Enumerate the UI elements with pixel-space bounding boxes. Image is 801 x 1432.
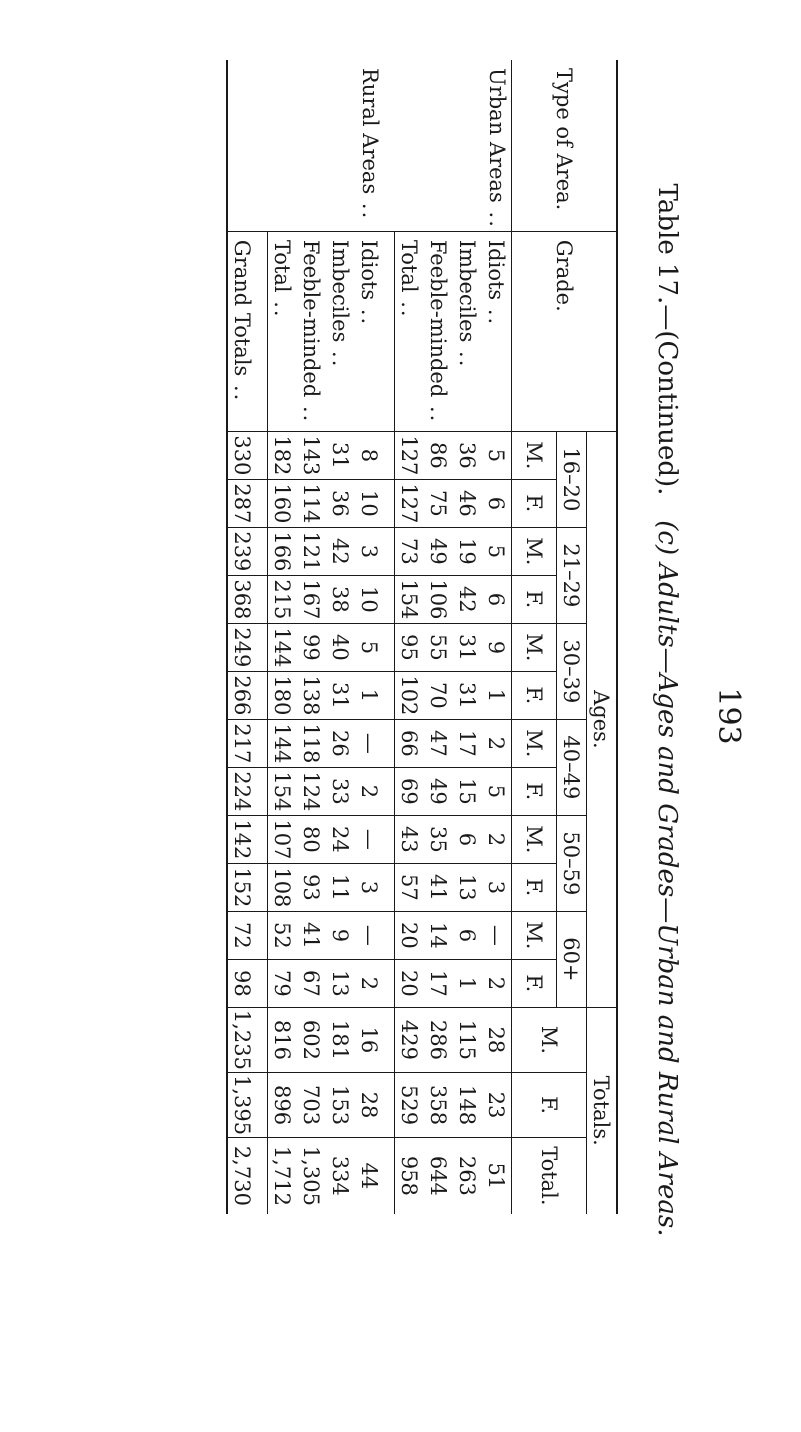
table-cell: 287 — [227, 479, 257, 527]
table-cell: 6 — [482, 575, 512, 623]
grade-name: Total — [270, 239, 295, 293]
table-cell: 144 — [268, 623, 298, 671]
age-group-16-20: 16–20 — [557, 431, 587, 527]
table-row — [297, 60, 326, 1214]
table-cell: 28 — [355, 1073, 384, 1138]
table-cell: 1 — [355, 671, 384, 719]
table-cell: 529 — [395, 1073, 425, 1138]
table-cell: 28 — [482, 1007, 512, 1072]
table-cell: 3 — [482, 863, 512, 911]
table-body — [227, 60, 512, 1214]
table-row — [326, 60, 355, 1214]
table-cell: 99 — [297, 623, 326, 671]
table-cell: 3 — [355, 527, 384, 575]
table-cell: 602 — [297, 1007, 326, 1072]
table-cell: 2 — [482, 815, 512, 863]
table-cell: 8 — [355, 431, 384, 479]
table-cell: 153 — [326, 1073, 355, 1138]
grade-label — [297, 231, 326, 431]
table-cell: 10 — [355, 575, 384, 623]
table-cell: 51 — [484, 1162, 509, 1190]
table-cell: 43 — [395, 815, 425, 863]
table-cell: — — [355, 815, 384, 863]
table-cell: 44 — [357, 1162, 382, 1190]
table-cell: 1,235 — [227, 1007, 257, 1072]
table-cell: 47 — [424, 719, 453, 767]
table-cell: 67 — [297, 959, 326, 1007]
table-cell: 10 — [355, 479, 384, 527]
grade-name: Imbeciles — [328, 239, 353, 343]
table-cell: 70 — [424, 671, 453, 719]
area-label — [227, 60, 257, 231]
table-cell: 5 — [482, 527, 512, 575]
table-cell: 36 — [453, 431, 482, 479]
sex-header-male: M. — [512, 815, 557, 863]
adults-ages-grades-table — [226, 60, 618, 1214]
table-cell: 368 — [227, 575, 257, 623]
sex-header-female: F. — [512, 767, 557, 815]
table-cell: 31 — [326, 431, 355, 479]
table-cell: 31 — [326, 671, 355, 719]
totals-male-header: M. — [512, 1007, 587, 1072]
grade-label — [326, 231, 355, 431]
table-cell: 16 — [355, 1007, 384, 1072]
table-cell: 263 — [455, 1155, 480, 1196]
table-cell: 40 — [326, 623, 355, 671]
table-cell: 17 — [424, 959, 453, 1007]
table-cell: 6 — [453, 815, 482, 863]
grade-label — [482, 231, 512, 431]
table-cell: 266 — [227, 671, 257, 719]
table-cell: 160 — [268, 479, 298, 527]
table-cell: 31 — [453, 671, 482, 719]
table-row — [453, 60, 482, 1214]
sex-header-male: M. — [512, 431, 557, 479]
table-cell: 127 — [395, 479, 425, 527]
table-cell: 1,712 — [268, 1138, 298, 1214]
totals-female-header: F. — [512, 1073, 587, 1138]
table-cell: — — [355, 911, 384, 959]
table-cell: 11 — [326, 863, 355, 911]
rotated-table-page — [0, 30, 700, 1430]
table-cell: 224 — [227, 767, 257, 815]
table-cell: 1,395 — [227, 1073, 257, 1138]
table-cell: 46 — [453, 479, 482, 527]
table-cell: 13 — [453, 863, 482, 911]
leader-dots: .. — [484, 300, 509, 327]
table-cell: 9 — [482, 623, 512, 671]
leader-dots: .. — [357, 300, 382, 327]
table-cell: 26 — [326, 719, 355, 767]
table-cell: 121 — [297, 527, 326, 575]
section-spacer — [257, 60, 268, 1214]
table-cell: 215 — [268, 575, 298, 623]
table-cell: — — [355, 719, 384, 767]
table-cell: 33 — [326, 767, 355, 815]
table-cell: 142 — [227, 815, 257, 863]
table-cell: 703 — [297, 1073, 326, 1138]
sex-header-female: F. — [512, 479, 557, 527]
table-cell: 102 — [395, 671, 425, 719]
grade-label — [227, 231, 257, 431]
table-cell: 42 — [326, 527, 355, 575]
area-name: Urban Areas — [485, 68, 509, 203]
table-cell: 80 — [297, 815, 326, 863]
table-cell: 644 — [426, 1155, 451, 1196]
totals-header: Totals. — [587, 1007, 618, 1213]
table-cell: 180 — [268, 671, 298, 719]
area-label — [395, 60, 512, 231]
table-row — [227, 60, 257, 1214]
leader-dots: .. — [455, 342, 480, 369]
table-cell: 57 — [395, 863, 425, 911]
table-cell: 6 — [453, 911, 482, 959]
grade-name: Idiots — [484, 239, 509, 301]
grade-name: Feeble-minded — [426, 239, 451, 398]
table-cell: 17 — [453, 719, 482, 767]
table-cell: 14 — [424, 911, 453, 959]
table-cell: 23 — [482, 1073, 512, 1138]
table-cell: 429 — [395, 1007, 425, 1072]
table-cell: 9 — [326, 911, 355, 959]
table-cell: 3 — [355, 863, 384, 911]
table-cell: 24 — [326, 815, 355, 863]
grade-label — [268, 231, 298, 431]
table-cell: 79 — [268, 959, 298, 1007]
table-cell: 1 — [482, 671, 512, 719]
table-cell: 95 — [395, 623, 425, 671]
table-cell: 249 — [227, 623, 257, 671]
table-cell: 114 — [297, 479, 326, 527]
age-group-50-59: 50–59 — [557, 815, 587, 911]
table-cell: 118 — [297, 719, 326, 767]
table-cell: 19 — [453, 527, 482, 575]
table-cell: 107 — [268, 815, 298, 863]
table-cell: 6 — [482, 479, 512, 527]
caption-prefix: Table 17.—(Continued). — [652, 183, 682, 496]
table-cell: 69 — [395, 767, 425, 815]
leader-dots: .. — [230, 376, 255, 403]
table-cell: 5 — [482, 431, 512, 479]
age-group-21-29: 21–29 — [557, 527, 587, 623]
table-cell: 98 — [227, 959, 257, 1007]
caption-title: (c) Adults—Ages and Grades—Urban and Rural Areas. — [652, 520, 682, 1237]
table-cell: 13 — [326, 959, 355, 1007]
table-cell: 52 — [268, 911, 298, 959]
table-cell: 73 — [395, 527, 425, 575]
table-cell: 154 — [395, 575, 425, 623]
area-name: Rural Areas — [358, 68, 382, 195]
table-cell: 38 — [326, 575, 355, 623]
table-cell: 1 — [453, 959, 482, 1007]
leader-dots: .. — [299, 397, 324, 424]
table-cell: 41 — [297, 911, 326, 959]
leader-dots: .. — [485, 202, 509, 229]
table-cell: 2 — [355, 767, 384, 815]
sex-header-female: F. — [512, 863, 557, 911]
sex-header-female: F. — [512, 671, 557, 719]
sex-header-female: F. — [512, 575, 557, 623]
table-cell: 166 — [268, 527, 298, 575]
table-cell: 2 — [482, 959, 512, 1007]
table-cell: 35 — [424, 815, 453, 863]
table-cell: 106 — [424, 575, 453, 623]
age-group-30-39: 30–39 — [557, 623, 587, 719]
table-cell: 124 — [297, 767, 326, 815]
table-cell: 42 — [453, 575, 482, 623]
table-cell: 958 — [395, 1138, 425, 1214]
table-cell: 2 — [355, 959, 384, 1007]
table-row — [395, 60, 425, 1214]
table-cell: 330 — [227, 431, 257, 479]
grade-label — [355, 231, 384, 431]
table-cell: 148 — [453, 1073, 482, 1138]
grade-label — [424, 231, 453, 431]
sex-header-female: F. — [512, 959, 557, 1007]
age-group-60-plus: 60+ — [557, 911, 587, 1007]
grade-name: Feeble-minded — [299, 239, 324, 398]
table-cell: 286 — [424, 1007, 453, 1072]
area-label — [268, 60, 385, 231]
page-number: 193 — [711, 687, 746, 745]
grade-label — [395, 231, 425, 431]
table-cell: 5 — [355, 623, 384, 671]
table-cell: 152 — [227, 863, 257, 911]
table-cell: 108 — [268, 863, 298, 911]
table-row — [355, 60, 384, 1214]
table-cell: 239 — [227, 527, 257, 575]
sex-header-male: M. — [512, 911, 557, 959]
table-cell: 154 — [268, 767, 298, 815]
table-cell: 143 — [297, 431, 326, 479]
table-cell: 144 — [268, 719, 298, 767]
table-cell: 334 — [328, 1155, 353, 1196]
table-cell: 2 — [482, 719, 512, 767]
table-cell: 5 — [482, 767, 512, 815]
grade-name: Imbeciles — [455, 239, 480, 343]
table-row — [268, 60, 298, 1214]
table-cell: 72 — [227, 911, 257, 959]
table-cell: 127 — [395, 431, 425, 479]
age-group-40-49: 40–49 — [557, 719, 587, 815]
table-cell: 15 — [453, 767, 482, 815]
leader-dots: .. — [270, 292, 295, 319]
sex-header-male: M. — [512, 719, 557, 767]
table-cell: 36 — [326, 479, 355, 527]
table-cell: 217 — [227, 719, 257, 767]
table-cell: 816 — [268, 1007, 298, 1072]
table-cell: 86 — [424, 431, 453, 479]
table-cell: 20 — [395, 911, 425, 959]
grade-name: Idiots — [357, 239, 382, 301]
grade-header: Grade. — [512, 231, 618, 431]
table-cell: 66 — [395, 719, 425, 767]
leader-dots: .. — [328, 342, 353, 369]
leader-dots: .. — [426, 397, 451, 424]
table-cell: 138 — [297, 671, 326, 719]
grade-name: Total — [397, 239, 422, 293]
type-of-area-header: Type of Area. — [512, 60, 618, 231]
table-row — [482, 60, 512, 1214]
table-cell: 1,305 — [299, 1145, 324, 1206]
leader-dots: .. — [397, 292, 422, 319]
table-cell: 2,730 — [227, 1138, 257, 1214]
table-cell: 167 — [297, 575, 326, 623]
table-cell: 181 — [326, 1007, 355, 1072]
table-cell: 182 — [268, 431, 298, 479]
table-cell: 20 — [395, 959, 425, 1007]
table-cell: 93 — [297, 863, 326, 911]
table-cell: 41 — [424, 863, 453, 911]
table-cell: 49 — [424, 527, 453, 575]
sex-header-male: M. — [512, 623, 557, 671]
table-cell: 31 — [453, 623, 482, 671]
table-caption — [652, 30, 682, 1390]
table-cell: 358 — [424, 1073, 453, 1138]
grade-name: Grand Totals — [230, 239, 255, 377]
sex-header-male: M. — [512, 527, 557, 575]
grade-label — [453, 231, 482, 431]
section-spacer — [384, 60, 395, 1214]
table-cell: 49 — [424, 767, 453, 815]
table-cell: 896 — [268, 1073, 298, 1138]
table-cell: 115 — [453, 1007, 482, 1072]
leader-dots: .. — [358, 194, 382, 221]
totals-total-header: Total. — [512, 1138, 587, 1214]
table-row — [424, 60, 453, 1214]
table-cell: 55 — [424, 623, 453, 671]
table-cell: 75 — [424, 479, 453, 527]
table-cell: — — [482, 911, 512, 959]
ages-header: Ages. — [587, 431, 618, 1007]
